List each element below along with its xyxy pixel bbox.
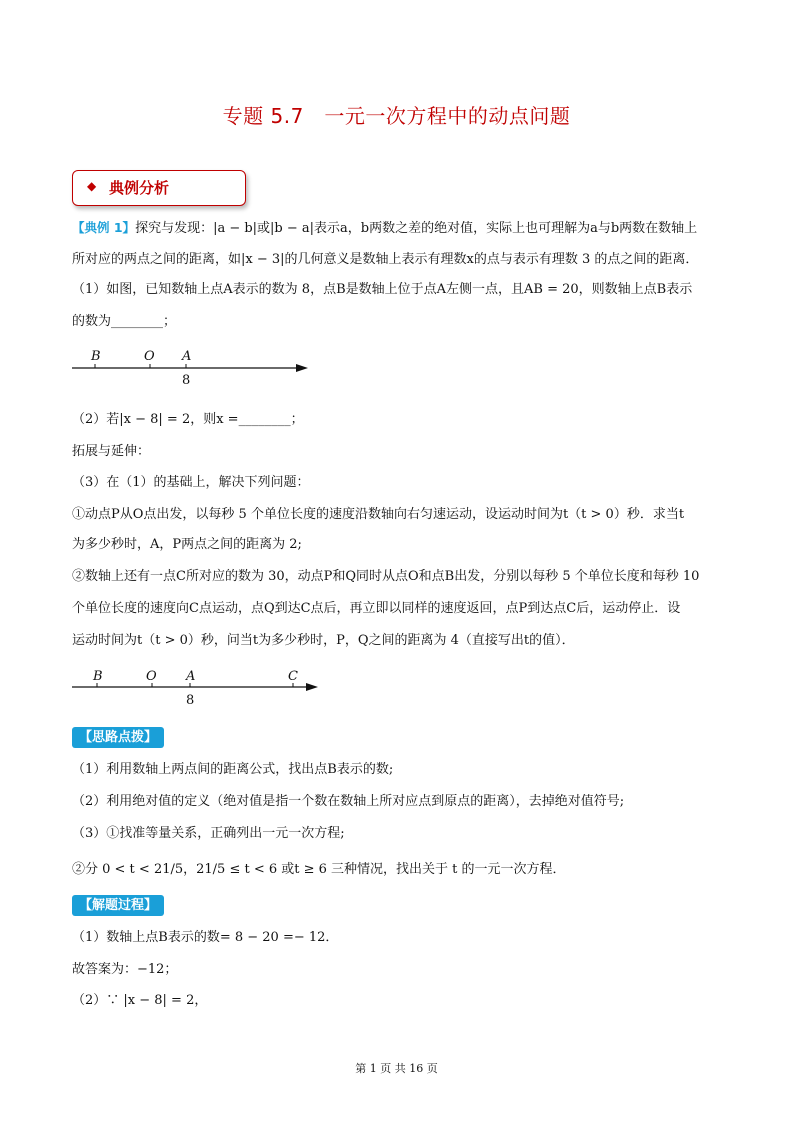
q1-line-2: 的数为________；	[72, 314, 177, 329]
page-footer: 第 1 页 共 16 页	[355, 1062, 438, 1075]
label-a-1: A	[182, 349, 192, 364]
hint-item-3: （3）①找准等量关系，正确列出一元一次方程;	[72, 826, 345, 841]
value-8-1: 8	[182, 373, 191, 388]
example-line-2: 所对应的两点之间的距离，如|x − 3|的几何意义是数轴上表示有理数x的点与表示有理数 3 的点之间的距离．	[72, 252, 699, 267]
hint-badge: 【思路点拨】	[72, 727, 164, 748]
solution-item-1: （1）数轴上点B表示的数= 8 − 20 =− 12．	[72, 930, 339, 945]
page-title: 专题 5.7 一元一次方程中的动点问题	[222, 104, 571, 128]
solution-item-2: 故答案为：−12；	[72, 962, 178, 977]
diamond-icon: ◆	[87, 179, 97, 193]
q3b-line-1: ②数轴上还有一点C所对应的数为 30，动点P和Q同时从点O和点B出发，分别以每秒 5 个单位长度和每秒 10	[72, 569, 700, 584]
solution-badge: 【解题过程】	[72, 895, 164, 916]
label-o-1: O	[144, 349, 155, 364]
label-c-2: C	[288, 669, 298, 684]
label-b-2: B	[93, 669, 103, 684]
label-o-2: O	[146, 669, 157, 684]
example-line-1: 【典例 1】探究与发现：|a − b|或|b − a|表示a，b两数之差的绝对值，实际上也可理解为a与b两数在数轴上	[72, 220, 698, 236]
label-a-2: A	[186, 669, 196, 684]
value-8-2: 8	[186, 693, 195, 708]
q3a-line-2: 为多少秒时，A，P两点之间的距离为 2;	[72, 537, 302, 552]
q3-line: （3）在（1）的基础上，解决下列问题：	[72, 475, 310, 490]
q3b-line-3: 运动时间为t（t > 0）秒，问当t为多少秒时，P，Q之间的距离为 4（直接写出t的值）．	[72, 633, 575, 648]
example-tag: 【典例 1】	[72, 220, 136, 235]
label-b-1: B	[91, 349, 101, 364]
q3a-line-1: ①动点P从O点出发，以每秒 5 个单位长度的速度沿数轴向右匀速运动，设运动时间为t（t > 0）秒．求当t	[72, 507, 685, 522]
axis-arrow-2	[306, 683, 318, 691]
q3b-line-2: 个单位长度的速度向C点运动，点Q到达C点后，再立即以同样的速度返回，点P到达点C后，运动停止．设	[72, 601, 681, 616]
hint-item-2: （2）利用绝对值的定义（绝对值是指一个数在数轴上所对应点到原点的距离），去掉绝对值符号;	[72, 794, 625, 809]
hint-item-4: ②分 0 < t < 21/5，21/5 ≤ t < 6 或t ≥ 6 三种情况，找出关于 t 的一元一次方程．	[72, 862, 566, 877]
solution-item-3: （2）∵ |x − 8| = 2，	[72, 993, 208, 1008]
q1-line-1: （1）如图，已知数轴上点A表示的数为 8，点B是数轴上位于点A左侧一点，且AB = 20，则数轴上点B表示	[72, 282, 693, 297]
section-label: 典例分析	[109, 179, 170, 197]
extend-line: 拓展与延伸：	[72, 444, 151, 459]
q2-line: （2）若|x − 8| = 2，则x =________；	[72, 412, 304, 427]
hint-item-1: （1）利用数轴上两点间的距离公式，找出点B表示的数;	[72, 762, 394, 777]
